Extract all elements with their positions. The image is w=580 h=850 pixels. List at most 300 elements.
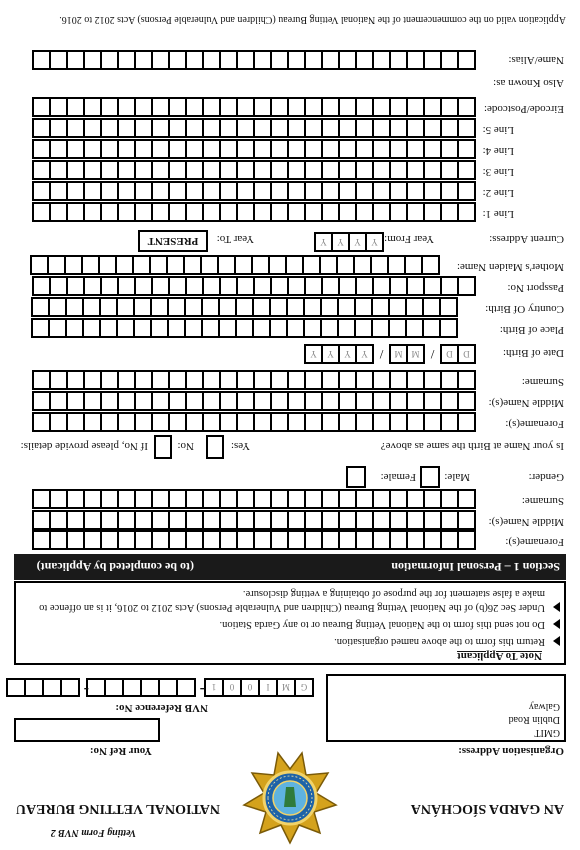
char-cell[interactable] [253,50,270,70]
char-cell[interactable] [236,202,253,222]
char-cell[interactable] [268,255,285,275]
char-cell[interactable] [287,412,304,432]
char-cell[interactable] [251,255,268,275]
char-cell[interactable] [338,489,355,509]
char-cell[interactable] [338,391,355,411]
char-cell[interactable] [405,318,422,338]
char-cell[interactable] [32,489,49,509]
char-cell[interactable] [151,276,168,296]
char-cell[interactable] [66,139,83,159]
dob-year-cell[interactable]: Y [321,344,338,364]
char-cell[interactable] [355,391,372,411]
char-cell[interactable] [168,181,185,201]
char-cell[interactable] [355,50,372,70]
char-cell[interactable] [219,530,236,550]
middle-names-grid[interactable] [32,510,476,530]
char-cell[interactable] [372,489,389,509]
char-cell[interactable] [81,255,98,275]
char-cell[interactable] [355,181,372,201]
char-cell[interactable] [117,97,134,117]
char-cell[interactable] [269,297,286,317]
char-cell[interactable] [83,510,100,530]
char-cell[interactable] [134,489,151,509]
char-cell[interactable] [133,297,150,317]
char-cell[interactable] [236,50,253,70]
char-cell[interactable] [423,370,440,390]
char-cell[interactable] [338,412,355,432]
char-cell[interactable] [133,318,150,338]
char-cell[interactable] [406,160,423,180]
char-cell[interactable] [66,489,83,509]
char-cell[interactable] [151,97,168,117]
char-cell[interactable] [372,530,389,550]
char-cell[interactable] [440,510,457,530]
char-cell[interactable] [304,391,321,411]
cob-grid[interactable] [31,297,458,317]
char-cell[interactable] [134,139,151,159]
char-cell[interactable] [287,370,304,390]
char-cell[interactable] [32,97,49,117]
dob-year-cell[interactable]: Y [304,344,321,364]
nvb-ref-suffix-grid[interactable] [6,678,80,697]
char-cell[interactable] [49,202,66,222]
char-cell[interactable] [404,255,421,275]
dob-month-cell[interactable]: M [406,344,423,364]
char-cell[interactable] [134,50,151,70]
char-cell[interactable] [440,412,457,432]
char-cell[interactable] [49,181,66,201]
char-cell[interactable] [304,160,321,180]
char-cell[interactable] [49,370,66,390]
char-cell[interactable] [185,510,202,530]
char-cell[interactable] [389,160,406,180]
char-cell[interactable] [185,370,202,390]
char-cell[interactable] [304,276,321,296]
char-cell[interactable] [270,489,287,509]
char-cell[interactable] [168,202,185,222]
nvb-ref-middle-grid[interactable] [83,678,196,698]
char-cell[interactable] [337,297,354,317]
char-cell[interactable] [321,97,338,117]
char-cell[interactable] [149,255,166,275]
char-cell[interactable] [83,412,100,432]
char-cell[interactable] [354,318,371,338]
char-cell[interactable] [201,318,218,338]
char-cell[interactable] [134,160,151,180]
char-cell[interactable] [321,139,338,159]
char-cell[interactable] [167,318,184,338]
char-cell[interactable] [355,412,372,432]
char-cell[interactable] [48,297,65,317]
char-cell[interactable] [117,181,134,201]
char-cell[interactable] [253,489,270,509]
char-cell[interactable] [185,97,202,117]
char-cell[interactable] [253,276,270,296]
char-cell[interactable] [82,318,99,338]
char-cell[interactable] [32,370,49,390]
char-cell[interactable] [389,276,406,296]
char-cell[interactable] [100,50,117,70]
char-cell[interactable] [406,510,423,530]
char-cell[interactable] [185,118,202,138]
char-cell[interactable] [321,489,338,509]
mothers-maiden-grid[interactable] [30,255,440,275]
char-cell[interactable] [270,276,287,296]
char-cell[interactable] [270,391,287,411]
char-cell[interactable] [371,297,388,317]
char-cell[interactable] [219,202,236,222]
char-cell[interactable] [457,118,474,138]
char-cell[interactable] [184,297,201,317]
char-cell[interactable] [253,202,270,222]
char-cell[interactable] [270,412,287,432]
char-cell[interactable] [338,181,355,201]
char-cell[interactable] [32,510,49,530]
char-cell[interactable] [202,276,219,296]
char-cell[interactable] [270,97,287,117]
char-cell[interactable] [98,255,115,275]
char-cell[interactable] [388,297,405,317]
char-cell[interactable] [235,318,252,338]
char-cell[interactable] [168,530,185,550]
char-cell[interactable] [100,530,117,550]
char-cell[interactable] [202,118,219,138]
char-cell[interactable] [219,50,236,70]
char-cell[interactable] [372,160,389,180]
char-cell[interactable] [65,297,82,317]
char-cell[interactable] [406,276,423,296]
char-cell[interactable] [355,510,372,530]
char-cell[interactable] [253,530,270,550]
char-cell[interactable] [236,181,253,201]
char-cell[interactable] [151,530,168,550]
char-cell[interactable] [338,139,355,159]
char-cell[interactable] [304,370,321,390]
char-cell[interactable] [202,181,219,201]
char-cell[interactable] [406,118,423,138]
char-cell[interactable] [219,139,236,159]
char-cell[interactable] [338,530,355,550]
char-cell[interactable] [151,489,168,509]
char-cell[interactable] [100,139,117,159]
char-cell[interactable] [253,412,270,432]
char-cell[interactable] [372,510,389,530]
char-cell[interactable] [321,276,338,296]
char-cell[interactable] [151,391,168,411]
char-cell[interactable] [235,297,252,317]
char-cell[interactable] [49,118,66,138]
char-cell[interactable] [389,202,406,222]
char-cell[interactable] [285,255,302,275]
char-cell[interactable] [185,412,202,432]
char-cell[interactable] [321,510,338,530]
char-cell[interactable] [151,370,168,390]
char-cell[interactable] [116,318,133,338]
char-cell[interactable] [457,510,474,530]
char-cell[interactable] [372,139,389,159]
char-cell[interactable] [66,530,83,550]
char-cell[interactable] [372,276,389,296]
char-cell[interactable] [440,139,457,159]
char-cell[interactable] [151,118,168,138]
char-cell[interactable] [236,510,253,530]
char-cell[interactable] [166,255,183,275]
char-cell[interactable] [287,510,304,530]
char-cell[interactable] [201,297,218,317]
char-cell[interactable] [202,530,219,550]
char-cell[interactable] [389,181,406,201]
char-cell[interactable] [151,202,168,222]
char-cell[interactable] [185,160,202,180]
char-cell[interactable] [219,118,236,138]
char-cell[interactable] [440,118,457,138]
char-cell[interactable] [321,181,338,201]
char-cell[interactable] [185,530,202,550]
char-cell[interactable] [372,202,389,222]
char-cell[interactable] [389,50,406,70]
char-cell[interactable] [185,489,202,509]
char-cell[interactable] [32,202,49,222]
char-cell[interactable] [270,530,287,550]
char-cell[interactable] [83,50,100,70]
year-from-cell[interactable]: Y [365,232,382,252]
year-from-grid[interactable] [314,232,384,252]
char-cell[interactable] [32,530,49,550]
char-cell[interactable] [83,370,100,390]
char-cell[interactable] [457,530,474,550]
char-cell[interactable] [151,412,168,432]
char-cell[interactable] [372,97,389,117]
char-cell[interactable] [287,276,304,296]
char-cell[interactable] [321,118,338,138]
char-cell[interactable] [423,97,440,117]
char-cell[interactable] [151,181,168,201]
char-cell[interactable] [320,318,337,338]
char-cell[interactable] [421,255,438,275]
char-cell[interactable] [423,412,440,432]
char-cell[interactable] [100,181,117,201]
char-cell[interactable] [185,181,202,201]
char-cell[interactable] [32,118,49,138]
char-cell[interactable] [176,678,194,697]
char-cell[interactable] [236,412,253,432]
char-cell[interactable] [117,50,134,70]
char-cell[interactable] [372,391,389,411]
char-cell[interactable] [202,412,219,432]
char-cell[interactable] [406,202,423,222]
address-line2-grid[interactable] [32,181,476,201]
char-cell[interactable] [406,530,423,550]
char-cell[interactable] [355,97,372,117]
birth-forenames-grid[interactable] [32,412,476,432]
pob-grid[interactable] [31,318,458,338]
char-cell[interactable] [83,391,100,411]
char-cell[interactable] [117,276,134,296]
char-cell[interactable] [423,276,440,296]
char-cell[interactable] [253,160,270,180]
char-cell[interactable] [185,276,202,296]
char-cell[interactable] [134,97,151,117]
char-cell[interactable] [117,510,134,530]
char-cell[interactable] [406,489,423,509]
char-cell[interactable] [287,160,304,180]
char-cell[interactable] [100,118,117,138]
char-cell[interactable] [32,139,49,159]
char-cell[interactable] [49,276,66,296]
address-line5-grid[interactable] [32,118,476,138]
char-cell[interactable] [338,202,355,222]
char-cell[interactable] [287,139,304,159]
char-cell[interactable] [134,370,151,390]
char-cell[interactable] [218,318,235,338]
dob-day-cell[interactable]: D [457,344,474,364]
char-cell[interactable] [423,160,440,180]
char-cell[interactable] [100,202,117,222]
char-cell[interactable] [66,181,83,201]
char-cell[interactable] [185,202,202,222]
year-to-present-field[interactable] [138,230,208,252]
char-cell[interactable] [440,489,457,509]
eircode-grid[interactable] [32,97,476,117]
char-cell[interactable] [423,181,440,201]
char-cell[interactable] [236,160,253,180]
char-cell[interactable] [100,276,117,296]
char-cell[interactable] [440,391,457,411]
char-cell[interactable] [372,412,389,432]
char-cell[interactable] [321,370,338,390]
char-cell[interactable] [304,50,321,70]
char-cell[interactable] [66,50,83,70]
char-cell[interactable] [32,181,49,201]
char-cell[interactable] [6,678,24,697]
char-cell[interactable] [167,297,184,317]
char-cell[interactable] [355,489,372,509]
char-cell[interactable] [440,97,457,117]
char-cell[interactable] [457,276,474,296]
char-cell[interactable] [168,50,185,70]
char-cell[interactable] [234,255,251,275]
char-cell[interactable] [219,391,236,411]
address-line4-grid[interactable] [32,139,476,159]
char-cell[interactable] [202,370,219,390]
char-cell[interactable] [202,139,219,159]
char-cell[interactable] [287,489,304,509]
char-cell[interactable] [423,118,440,138]
male-checkbox[interactable] [420,466,440,488]
char-cell[interactable] [32,391,49,411]
char-cell[interactable] [219,489,236,509]
char-cell[interactable] [457,489,474,509]
char-cell[interactable] [287,50,304,70]
char-cell[interactable] [253,181,270,201]
char-cell[interactable] [286,297,303,317]
char-cell[interactable] [457,181,474,201]
char-cell[interactable] [168,160,185,180]
char-cell[interactable] [270,118,287,138]
char-cell[interactable] [202,489,219,509]
char-cell[interactable] [389,510,406,530]
char-cell[interactable] [355,118,372,138]
char-cell[interactable] [253,118,270,138]
char-cell[interactable] [32,160,49,180]
char-cell[interactable] [355,139,372,159]
char-cell[interactable] [423,139,440,159]
char-cell[interactable] [168,489,185,509]
no-checkbox[interactable] [154,435,172,459]
char-cell[interactable] [100,510,117,530]
char-cell[interactable] [439,297,456,317]
char-cell[interactable] [321,160,338,180]
char-cell[interactable] [66,391,83,411]
char-cell[interactable] [457,139,474,159]
passport-grid[interactable] [32,276,476,296]
char-cell[interactable] [219,160,236,180]
char-cell[interactable] [270,370,287,390]
char-cell[interactable] [303,318,320,338]
char-cell[interactable] [338,160,355,180]
char-cell[interactable] [151,510,168,530]
char-cell[interactable] [440,181,457,201]
char-cell[interactable] [287,97,304,117]
char-cell[interactable] [47,255,64,275]
birth-surname-grid[interactable] [32,370,476,390]
char-cell[interactable] [185,50,202,70]
char-cell[interactable] [287,530,304,550]
char-cell[interactable] [150,318,167,338]
char-cell[interactable] [60,678,78,697]
char-cell[interactable] [371,318,388,338]
char-cell[interactable] [219,276,236,296]
char-cell[interactable] [30,255,47,275]
char-cell[interactable] [389,118,406,138]
surname-grid[interactable] [32,489,476,509]
char-cell[interactable] [200,255,217,275]
char-cell[interactable] [219,510,236,530]
char-cell[interactable] [117,139,134,159]
char-cell[interactable] [202,50,219,70]
char-cell[interactable] [83,181,100,201]
char-cell[interactable] [134,181,151,201]
char-cell[interactable] [287,181,304,201]
char-cell[interactable] [406,50,423,70]
char-cell[interactable] [151,160,168,180]
yes-checkbox[interactable] [206,435,224,459]
char-cell[interactable] [202,391,219,411]
char-cell[interactable] [115,255,132,275]
char-cell[interactable] [389,530,406,550]
char-cell[interactable] [66,370,83,390]
char-cell[interactable] [185,391,202,411]
char-cell[interactable] [440,160,457,180]
char-cell[interactable] [168,276,185,296]
alias-grid[interactable] [32,50,476,70]
char-cell[interactable] [134,412,151,432]
char-cell[interactable] [406,181,423,201]
char-cell[interactable] [355,160,372,180]
char-cell[interactable] [304,139,321,159]
char-cell[interactable] [132,255,149,275]
char-cell[interactable] [355,530,372,550]
char-cell[interactable] [117,202,134,222]
char-cell[interactable] [319,255,336,275]
char-cell[interactable] [64,255,81,275]
char-cell[interactable] [134,276,151,296]
char-cell[interactable] [49,489,66,509]
char-cell[interactable] [32,50,49,70]
char-cell[interactable] [338,97,355,117]
char-cell[interactable] [116,297,133,317]
char-cell[interactable] [457,202,474,222]
